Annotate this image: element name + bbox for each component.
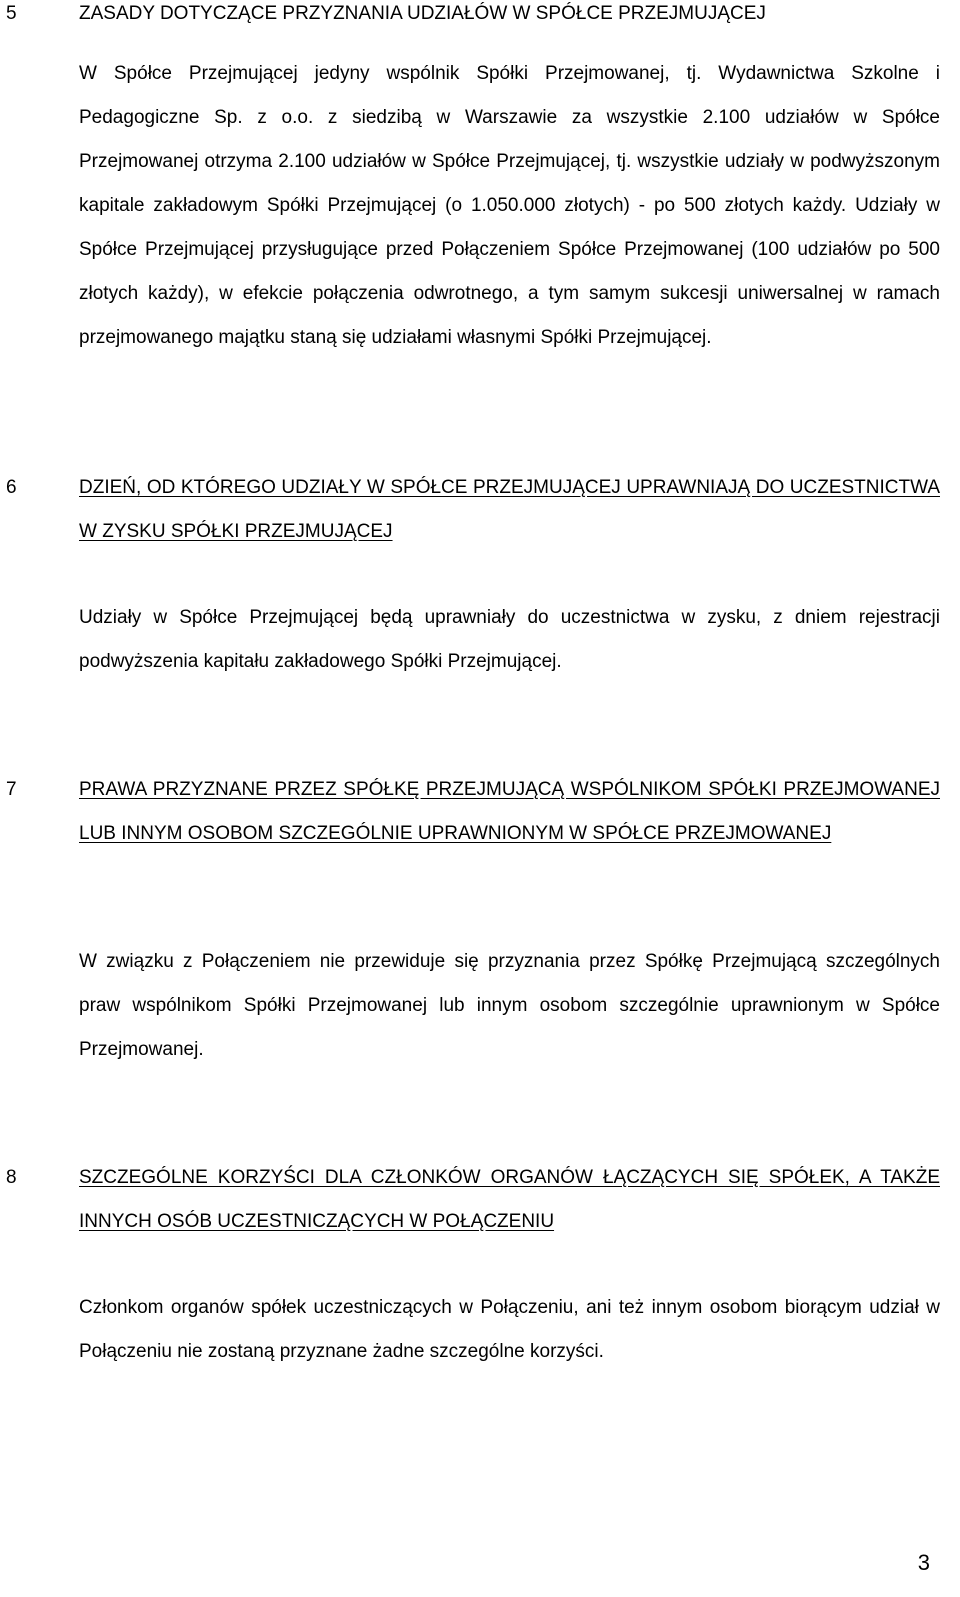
section-heading: PRAWA PRZYZNANE PRZEZ SPÓŁKĘ PRZEJMUJĄCĄ WSPÓLNIKOM SPÓŁKI PRZEJMOWANEJ LUB INNYM OSOBOM SZCZEGÓLNIE UPRAWNIONYM W SPÓŁCE PRZEJMOWANEJ [79,779,940,844]
section-heading: SZCZEGÓLNE KORZYŚCI DLA CZŁONKÓW ORGANÓW ŁĄCZĄCYCH SIĘ SPÓŁEK, A TAKŻE INNYCH OSÓB UCZESTNICZĄCYCH W POŁĄCZENIU [79,1167,940,1232]
section-body: Udziały w Spółce Przejmującej będą uprawniały do uczestnictwa w zysku, z dniem rejestracji podwyższenia kapitału zakładowego Spółki Przejmującej. [79,607,940,672]
page-number: 3 [917,1550,930,1575]
section-heading: DZIEŃ, OD KTÓREGO UDZIAŁY W SPÓŁCE PRZEJMUJĄCEJ UPRAWNIAJĄ DO UCZESTNICTWA W ZYSKU SPÓŁKI PRZEJMUJĄCEJ [79,477,940,542]
section-number: 8 [6,1167,17,1188]
section-number: 7 [6,779,17,800]
section-body: W związku z Połączeniem nie przewiduje się przyznania przez Spółkę Przejmującą szczególnych praw wspólnikom Spółki Przejmowanej lub innym osobom szczególnie uprawnionym w Spółce Przejmowanej. [79,951,940,1060]
section-heading: ZASADY DOTYCZĄCE PRZYZNANIA UDZIAŁÓW W SPÓŁCE PRZEJMUJĄCEJ [79,3,766,24]
section-body: W Spółce Przejmującej jedyny wspólnik Spółki Przejmowanej, tj. Wydawnictwa Szkolne i Pedagogiczne Sp. z o.o. z siedzibą w Warszawie za wszystkie 2.100 udziałów w Spółce Przejmowanej otrzyma 2.100 udziałów w Spółce Przejmującej, tj. wszystkie udziały w podwyższonym kapitale zakładowym Spółki Przejmującej (o 1.050.000 złotych) - po 500 złotych każdy. Udziały w Spółce Przejmującej przysługujące przed Połączeniem Spółce Przejmowanej (100 udziałów po 500 złotych każdy), w efekcie połączenia odwrotnego, a tym samym sukcesji uniwersalnej w ramach przejmowanego majątku staną się udziałami własnymi Spółki Przejmującej. [79,63,940,348]
section-number: 5 [6,3,17,24]
section-body: Członkom organów spółek uczestniczących w Połączeniu, ani też innym osobom biorącym udział w Połączeniu nie zostaną przyznane żadne szczególne korzyści. [79,1297,940,1362]
section-number: 6 [6,477,17,498]
